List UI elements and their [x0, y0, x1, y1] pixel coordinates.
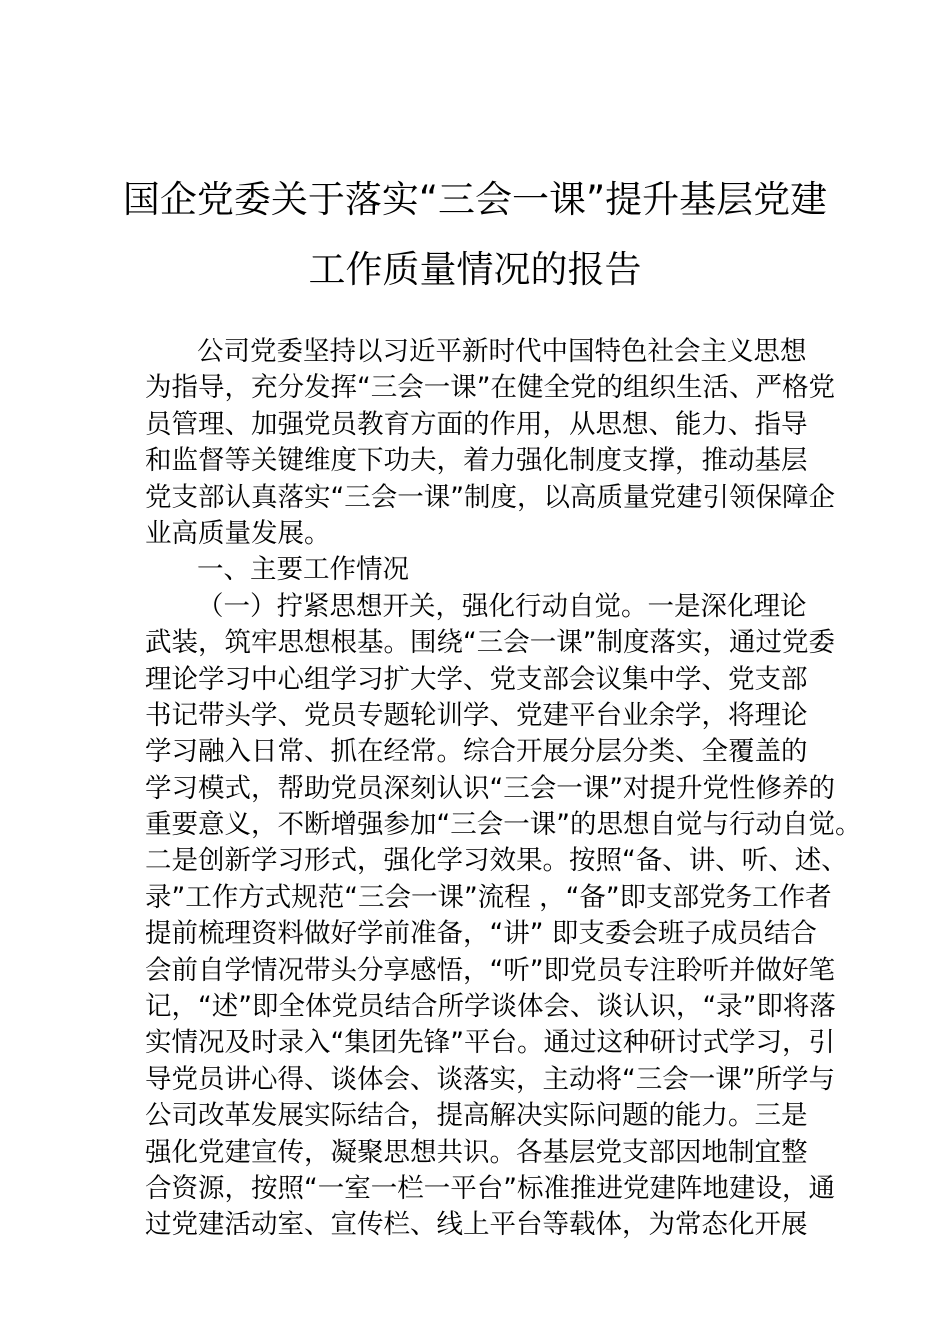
paragraph-line: 过党建活动室、宣传栏、线上平台等载体，为常态化开展 [145, 1209, 808, 1241]
section-heading: 一、主要工作情况 [197, 554, 409, 586]
paragraph-line: 导党员讲心得、谈体会、谈落实，主动将“三会一课”所学与 [145, 1063, 835, 1095]
document-title-line-1: 国企党委关于落实“三会一课”提升基层党建 [122, 178, 828, 221]
paragraph-line: 提前梳理资料做好学前准备，“讲” 即支委会班子成员结合 [145, 918, 817, 950]
paragraph-line: 录”工作方式规范“三会一课”流程 ，“备”即支部党务工作者 [145, 881, 832, 913]
paragraph-line: 和监督等关键维度下功夫，着力强化制度支撑，推动基层 [145, 445, 808, 477]
paragraph-line: 公司改革发展实际结合，提高解决实际问题的能力。三是 [145, 1100, 808, 1132]
paragraph-line: 二是创新学习形式，强化学习效果。按照“备、讲、听、述、 [145, 845, 848, 877]
paragraph-line: 为指导，充分发挥“三会一课”在健全党的组织生活、严格党 [145, 372, 835, 404]
paragraph-line: 公司党委坚持以习近平新时代中国特色社会主义思想 [197, 336, 807, 367]
paragraph-line: 强化党建宣传，凝聚思想共识。各基层党支部因地制宜整 [145, 1136, 808, 1168]
paragraph-line: 合资源，按照“一室一栏一平台”标准推进党建阵地建设，通 [145, 1172, 835, 1204]
document-body [145, 334, 862, 1244]
paragraph-line: 实情况及时录入“集团先锋”平台。通过这种研讨式学习，引 [145, 1027, 835, 1059]
paragraph-line: 员管理、加强党员教育方面的作用，从思想、能力、指导 [145, 408, 808, 440]
paragraph-line: 学习融入日常、抓在经常。综合开展分层分类、全覆盖的 [145, 736, 808, 768]
paragraph-line: 会前自学情况带头分享感悟，“听”即党员专注聆听并做好笔 [145, 954, 835, 986]
paragraph-line: 学习模式，帮助党员深刻认识“三会一课”对提升党性修养的 [145, 772, 835, 804]
paragraph-line: 理论学习中心组学习扩大学、党支部会议集中学、党支部 [145, 663, 808, 695]
paragraph-line: 党支部认真落实“三会一课”制度，以高质量党建引领保障企 [145, 481, 835, 513]
paragraph-line: 重要意义，不断增强参加“三会一课”的思想自觉与行动自觉。 [145, 809, 862, 841]
paragraph-line: （一）拧紧思想开关，强化行动自觉。一是深化理论 [197, 590, 807, 622]
paragraph-line: 业高质量发展。 [145, 517, 331, 549]
document-title-line-2: 工作质量情况的报告 [308, 248, 642, 291]
paragraph-line: 书记带头学、党员专题轮训学、党建平台业余学，将理论 [145, 699, 808, 731]
paragraph-line: 记，“述”即全体党员结合所学谈体会、谈认识，“录”即将落 [145, 991, 836, 1023]
paragraph-line: 武装，筑牢思想根基。围绕“三会一课”制度落实，通过党委 [145, 627, 835, 659]
